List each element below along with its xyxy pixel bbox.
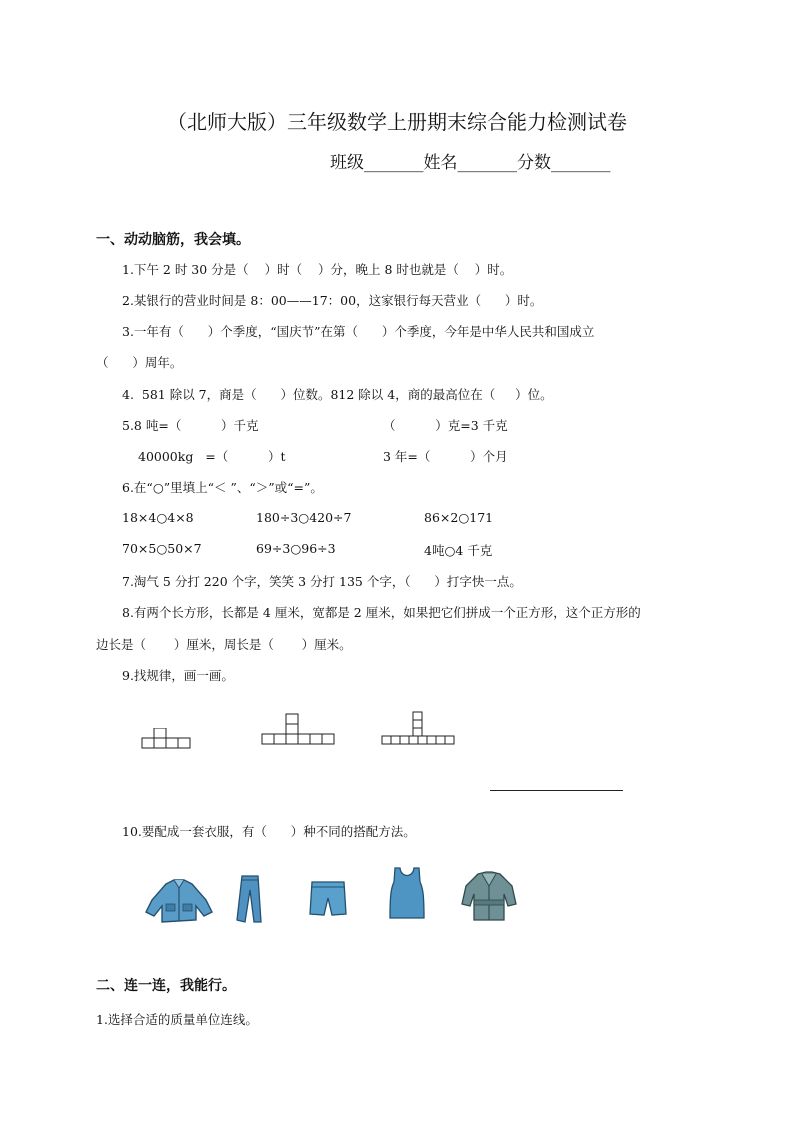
question-2: 2.某银行的营业时间是 8：00——17：00，这家银行每天营业（ ）时。 xyxy=(122,293,543,308)
pattern-figure-1 xyxy=(140,728,192,750)
question-5-row-1-right: （ ）克=3 千克 xyxy=(383,418,508,433)
compare-item: 69÷3○96÷3 xyxy=(256,541,336,556)
question-3-line-2: （ ）周年。 xyxy=(96,355,183,370)
compare-item: 18×4○4×8 xyxy=(122,510,194,525)
student-info-line: 班级_______姓名_______分数_______ xyxy=(330,153,611,173)
question-5-row-2-left: 40000kg =（ ）t xyxy=(138,449,286,464)
compare-item: 70×5○50×7 xyxy=(122,541,202,556)
section-1-heading: 一、动动脑筋，我会填。 xyxy=(96,232,250,248)
question-7: 7.淘气 5 分打 220 个字，笑笑 3 分打 135 个字，（ ）打字快一点。 xyxy=(122,574,522,589)
compare-item: 86×2○171 xyxy=(424,510,494,525)
pattern-figure-2 xyxy=(260,712,338,746)
vest-icon xyxy=(388,866,426,922)
compare-item: 180÷3○420÷7 xyxy=(256,510,352,525)
question-6: 6.在“○”里填上“＜ ”、“＞”或“=”。 xyxy=(122,480,323,495)
trousers-icon xyxy=(234,874,264,924)
question-5-row-2-right: 3 年=（ ）个月 xyxy=(383,449,508,464)
pattern-figure-3 xyxy=(380,710,458,746)
section-2-question-1: 1.选择合适的质量单位连线。 xyxy=(96,1012,258,1027)
compare-item: 4吨○4 千克 xyxy=(424,543,493,558)
shorts-icon xyxy=(308,880,348,918)
question-5-row-1-left: 5.8 吨=（ ）千克 xyxy=(122,418,259,433)
jacket-icon xyxy=(144,878,214,924)
section-2-heading: 二、连一连，我能行。 xyxy=(96,978,236,994)
question-9: 9.找规律，画一画。 xyxy=(122,668,234,683)
question-8-line-1: 8.有两个长方形，长都是 4 厘米，宽都是 2 厘米，如果把它们拼成一个正方形，这个正方形的 xyxy=(122,605,641,620)
question-1: 1.下午 2 时 30 分是（ ）时（ ）分，晚上 8 时也就是（ ）时。 xyxy=(122,262,513,277)
page-title: （北师大版）三年级数学上册期末综合能力检测试卷 xyxy=(167,110,627,134)
question-10: 10.要配成一套衣服，有（ ）种不同的搭配方法。 xyxy=(122,824,416,839)
question-3-line-1: 3.一年有（ ）个季度，“国庆节”在第（ ）个季度，今年是中华人民共和国成立 xyxy=(122,324,595,339)
question-8-line-2: 边长是（ ）厘米，周长是（ ）厘米。 xyxy=(96,637,352,652)
answer-blank-line xyxy=(490,790,623,791)
coat-icon xyxy=(460,870,518,922)
question-4: 4. 581 除以 7，商是（ ）位数。812 除以 4，商的最高位在（ ）位。 xyxy=(122,387,553,402)
